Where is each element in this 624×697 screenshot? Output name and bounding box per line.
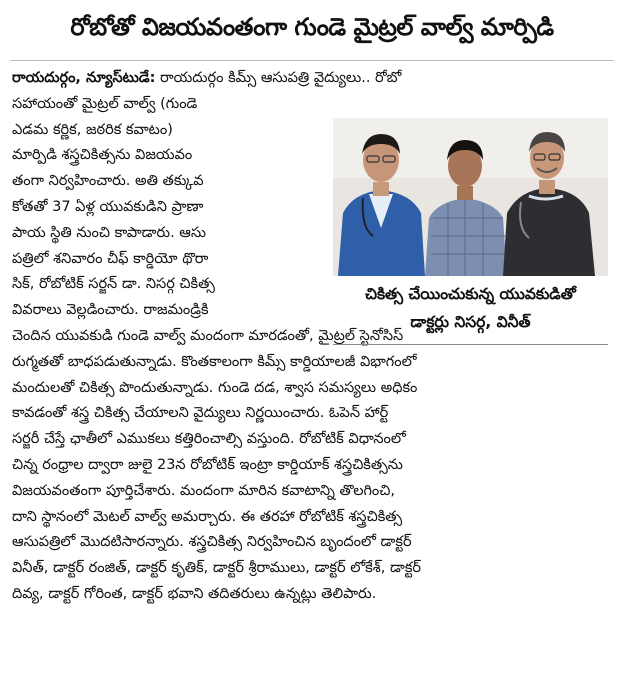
article-line: ఎడమ కర్ణిక, జఠరిక కవాటం) — [12, 121, 173, 138]
article-line-text: రాయదుర్గం కిమ్స్ ఆసుపత్రి వైద్యులు.. రోబో — [160, 70, 402, 86]
article-line: వివరాలు వెల్లడించారు. రాజమండ్రికి — [12, 302, 209, 319]
article-line: దివ్య, డాక్టర్ గోరింత, డాక్టర్ భవాని తదితరులు ఉన్నట్లు తెలిపారు. — [12, 586, 377, 602]
article-line: దాని స్థానంలో మెటల్ వాల్వ్ అమర్చారు. ఈ తరహా రోబోటిక్ శస్త్రచికిత్స — [12, 508, 403, 525]
photo-caption — [333, 280, 608, 342]
article-line-1 — [12, 66, 401, 92]
article-line: సహాయంతో మైట్రల్ వాల్వ్ (గుండె — [12, 95, 198, 112]
article-line: చెందిన యువకుడి గుండె వాల్వ్ మందంగా మారడంతో, మైట్రల్ స్టెనోసిస్ — [12, 328, 404, 344]
article-line: మార్పిడి శస్త్రచికిత్సను విజయవం — [12, 147, 193, 164]
article-line: ఆసుపత్రిలో మొదటిసారన్నారు. శస్త్రచికిత్స నిర్వహించిన బృందంలో డాక్టర్ — [12, 534, 412, 551]
article-line: పాయ స్థితి నుంచి కాపాడారు. ఆసు — [12, 224, 207, 241]
article-line: రుగ్మతతో బాధపడుతున్నాడు. కొంతకాలంగా కిమ్స్ కార్డియాలజీ విభాగంలో — [12, 353, 417, 370]
photo-caption-line-1: చికిత్స చేయించుకున్న యువకుడితో — [365, 285, 576, 303]
caption-divider — [333, 344, 608, 345]
dateline: రాయదుర్గం, న్యూస్‌టుడే: — [12, 70, 156, 86]
article-line: కావడంతో శస్త్ర చికిత్స చేయాలని వైద్యులు నిర్ణయించారు. ఓపెన్ హార్ట్ — [12, 405, 389, 422]
headline-divider — [10, 60, 614, 61]
doctors-photo-illustration — [333, 118, 608, 276]
article-line: సర్జరీ చేస్తే ఛాతీలో ఎముకలు కత్తిరించాల్సి వస్తుంది. రోబోటిక్ విధానంలో — [12, 431, 406, 448]
article-line: మందులతో చికిత్స పొందుతున్నాడు. గుండె దడ, శ్వాస సమస్యలు అధికం — [12, 379, 418, 396]
article-line: పత్రిలో శనివారం చీఫ్ కార్డియో థొరా — [12, 250, 209, 267]
article-line: కోతతో 37 ఏళ్ల యువకుడిని ప్రాణా — [12, 199, 204, 215]
article-line: తంగా నిర్వహించారు. అతి తక్కువ — [12, 173, 204, 190]
headline: రోబోతో విజయవంతంగా గుండె మైట్రల్ వాల్వ్ మార్పిడి — [70, 13, 554, 41]
news-photo — [333, 118, 608, 276]
photo-caption-line-2: డాక్టర్లు నిసర్గ, వినీత్ — [410, 313, 531, 331]
article-line: చిన్న రంధ్రాల ద్వారా జులై 23న రోబోటిక్ ఇంట్రా కార్డియాక్ శస్త్రచికిత్సను — [12, 457, 403, 473]
article-line: వినీత్, డాక్టర్ రంజిత్, డాక్టర్ కృతిక్, డాక్టర్ శ్రీరాములు, డాక్టర్ లోకేశ్, డాక్టర్ — [12, 560, 422, 577]
article-line: సిక్, రోబోటిక్ సర్జన్ డా. నిసర్గ చికిత్స — [12, 276, 215, 293]
article-line: విజయవంతంగా పూర్తిచేశారు. మందంగా మారిన కవాటాన్ని తొలగించి, — [12, 482, 396, 499]
